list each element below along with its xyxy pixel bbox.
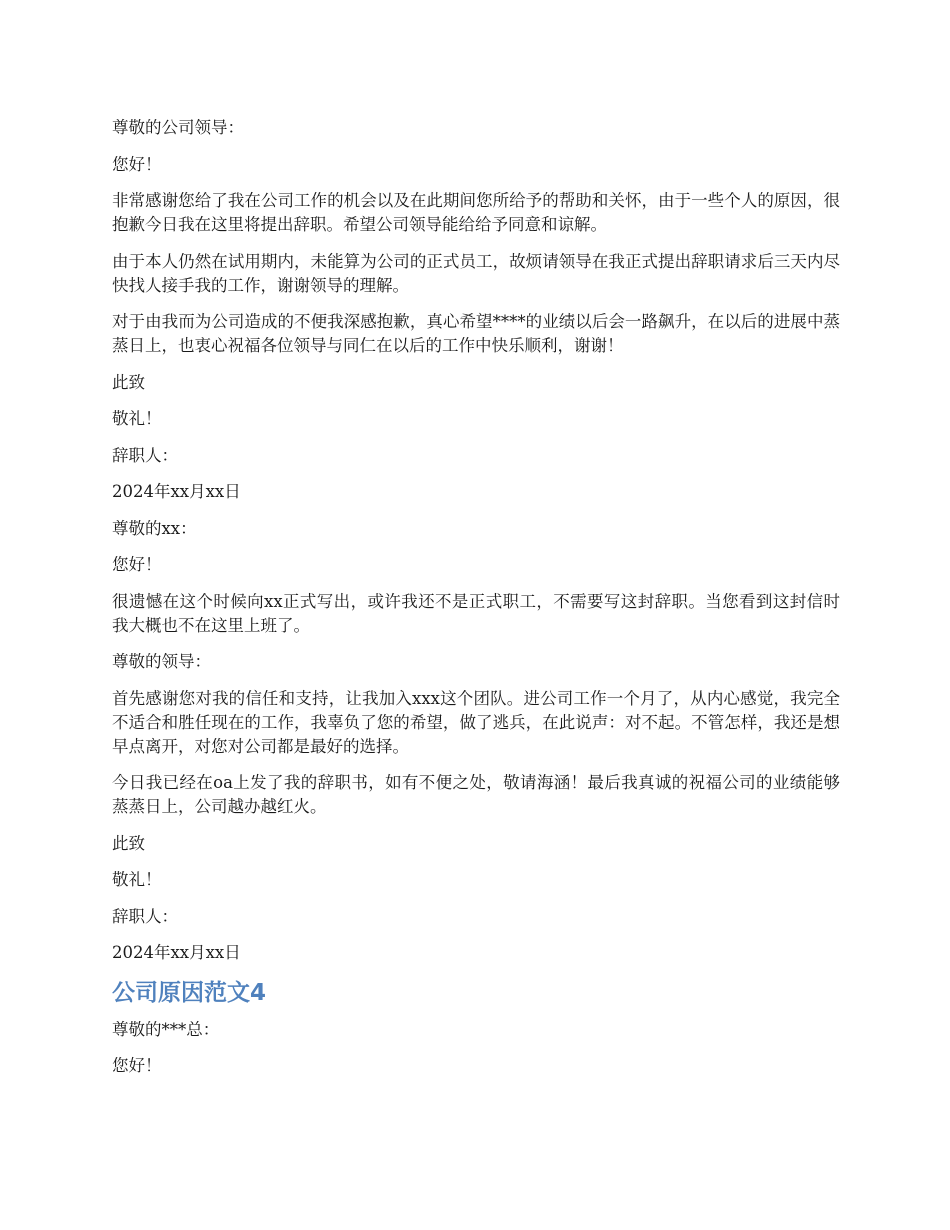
- body-paragraph: 很遗憾在这个时候向xx正式写出，或许我还不是正式职工，不需要写这封辞职。当您看到这封信时我大概也不在这里上班了。: [112, 591, 840, 635]
- body-paragraph: 对于由我而为公司造成的不便我深感抱歉，真心希望****的业绩以后会一路飙升，在以后的进展中蒸蒸日上，也衷心祝福各位领导与同仁在以后的工作中快乐顺利，谢谢！: [112, 312, 840, 355]
- closing-line: 敬礼！: [112, 409, 162, 428]
- body-paragraph: 今日我已经在oa上发了我的辞职书，如有不便之处，敬请海涵！最后我真诚的祝福公司的业绩能够蒸蒸日上，公司越办越红火。: [112, 773, 840, 816]
- salutation: 尊敬的***总：: [112, 1019, 220, 1039]
- salutation: 尊敬的公司领导：: [112, 118, 244, 137]
- date-line: 2024年xx月xx日: [112, 943, 241, 962]
- section-heading: 公司原因范文4: [112, 979, 267, 1006]
- document-page: [112, 116, 840, 1091]
- salutation: 尊敬的领导：: [112, 652, 211, 671]
- date-line: 2024年xx月xx日: [112, 482, 241, 501]
- closing-line: 此致: [112, 372, 145, 392]
- signature-line: 辞职人：: [112, 445, 178, 465]
- body-paragraph: 首先感谢您对我的信任和支持，让我加入xxx这个团队。进公司工作一个月了，从内心感觉，我完全不适合和胜任现在的工作，我辜负了您的希望，做了逃兵，在此说声：对不起。不管怎样，我还是想早点离开，对您对公司都是最好的选择。: [112, 688, 840, 756]
- body-paragraph: 由于本人仍然在试用期内，未能算为公司的正式员工，故烦请领导在我正式提出辞职请求后三天内尽快找人接手我的工作，谢谢领导的理解。: [112, 251, 840, 295]
- closing-line: 敬礼！: [112, 870, 162, 889]
- closing-line: 此致: [112, 833, 145, 853]
- signature-line: 辞职人：: [112, 906, 178, 926]
- greeting: 您好！: [112, 555, 162, 574]
- greeting: 您好！: [112, 154, 162, 174]
- greeting: 您好！: [112, 1056, 162, 1075]
- body-paragraph: 非常感谢您给了我在公司工作的机会以及在此期间您所给予的帮助和关怀，由于一些个人的原因，很抱歉今日我在这里将提出辞职。希望公司领导能给给予同意和谅解。: [112, 191, 840, 234]
- salutation: 尊敬的xx：: [112, 518, 197, 538]
